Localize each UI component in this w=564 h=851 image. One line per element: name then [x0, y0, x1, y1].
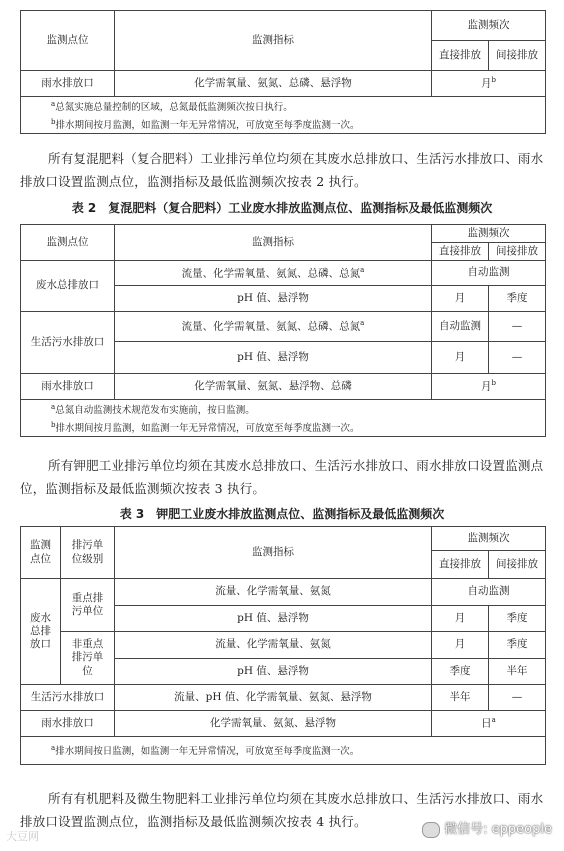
row-point: 雨水排放口: [21, 374, 115, 400]
header-frequency: 监测频次: [432, 527, 546, 551]
row-point: 废水总排放口: [21, 579, 61, 685]
header-point: 监测点位: [21, 11, 115, 71]
row-frequency: 自动监测: [432, 261, 546, 286]
row-level: 重点排污单位: [61, 579, 115, 632]
header-point: 监测点位: [21, 225, 115, 261]
row-frequency: 月$^b$: [432, 374, 546, 400]
row-indicator: pH 值、悬浮物: [115, 286, 432, 312]
row-indicator: 化学需氧量、氨氮、总磷、悬浮物: [115, 71, 432, 97]
row-point: 生活污水排放口: [21, 312, 115, 374]
row-level: 非重点排污单位: [61, 632, 115, 685]
row-indirect: —: [489, 312, 546, 342]
table-note: $^a$总氮实施总量控制的区域，总氮最低监测频次按日执行。 $^b$排水期间按月监测，如监测一年无异常情况，可放宽至每季度监测一次。: [21, 97, 546, 134]
row-indirect: —: [489, 685, 546, 711]
header-indicator: 监测指标: [115, 11, 432, 71]
header-direct: 直接排放: [432, 41, 489, 71]
row-direct: 季度: [432, 659, 489, 685]
row-direct: 月: [432, 286, 489, 312]
row-direct: 自动监测: [432, 312, 489, 342]
header-indirect: 间接排放: [489, 551, 546, 579]
row-point: 雨水排放口: [21, 71, 115, 97]
row-indirect: —: [489, 342, 546, 374]
paragraph-2: 所有钾肥工业排污单位均须在其废水总排放口、生活污水排放口、雨水排放口设置监测点位，监测指标及最低监测频次按表 3 执行。: [20, 458, 544, 496]
table-2-caption: 表 2 复混肥料（复合肥料）工业废水排放监测点位、监测指标及最低监测频次: [71, 201, 493, 215]
watermark-left: 大豆网: [6, 830, 39, 843]
row-indicator: pH 值、悬浮物: [115, 342, 432, 374]
header-direct: 直接排放: [432, 243, 489, 261]
row-direct: 月: [432, 342, 489, 374]
row-direct: 半年: [432, 685, 489, 711]
header-level: 排污单位级别: [61, 527, 115, 579]
row-point: 生活污水排放口: [21, 685, 115, 711]
header-indirect: 间接排放: [489, 41, 546, 71]
wechat-icon: [422, 822, 440, 838]
table-note: $^a$排水期间按日监测，如监测一年无异常情况，可放宽至每季度监测一次。: [21, 737, 546, 765]
row-indicator: 流量、化学需氧量、氨氮、总磷、总氮$^a$: [115, 312, 432, 342]
table-1: [20, 10, 546, 134]
row-indicator: 流量、化学需氧量、氨氮、总磷、总氮$^a$: [115, 261, 432, 286]
header-indicator: 监测指标: [115, 225, 432, 261]
table-2: [20, 224, 546, 437]
row-indirect: 季度: [489, 632, 546, 659]
row-frequency: 自动监测: [432, 579, 546, 606]
row-frequency: 日$^a$: [432, 711, 546, 737]
row-direct: 月: [432, 606, 489, 632]
table-note: $^a$总氮自动监测技术规范发布实施前，按日监测。 $^b$排水期间按月监测，如监测一年无异常情况，可放宽至每季度监测一次。: [21, 400, 546, 437]
row-indicator: pH 值、悬浮物: [115, 606, 432, 632]
row-indirect: 季度: [489, 606, 546, 632]
header-indicator: 监测指标: [115, 527, 432, 579]
row-indicator: pH 值、悬浮物: [115, 659, 432, 685]
paragraph-3: 所有有机肥料及微生物肥料工业排污单位均须在其废水总排放口、生活污水排放口、雨水排放口设置监测点位，监测指标及最低监测频次按表 4 执行。: [20, 791, 544, 829]
table-3-caption: 表 3 钾肥工业废水排放监测点位、监测指标及最低监测频次: [119, 507, 445, 521]
watermark-right-text: 微信号: eppeople: [444, 822, 552, 837]
row-point: 雨水排放口: [21, 711, 115, 737]
row-direct: 月: [432, 632, 489, 659]
header-direct: 直接排放: [432, 551, 489, 579]
header-frequency: 监测频次: [432, 11, 546, 41]
header-frequency: 监测频次: [432, 225, 546, 243]
row-indirect: 季度: [489, 286, 546, 312]
row-indicator: 流量、化学需氧量、氨氮: [115, 579, 432, 606]
row-frequency: 月$^b$: [432, 71, 546, 97]
row-indicator: 流量、化学需氧量、氨氮: [115, 632, 432, 659]
row-point: 废水总排放口: [21, 261, 115, 312]
row-indirect: 半年: [489, 659, 546, 685]
paragraph-1: 所有复混肥料（复合肥料）工业排污单位均须在其废水总排放口、生活污水排放口、雨水排放口设置监测点位，监测指标及最低监测频次按表 2 执行。: [20, 151, 544, 189]
row-indicator: 化学需氧量、氨氮、悬浮物: [115, 711, 432, 737]
header-point: 监测点位: [21, 527, 61, 579]
table-3: [20, 526, 546, 765]
row-indicator: 流量、pH 值、化学需氧量、氨氮、悬浮物: [115, 685, 432, 711]
row-indicator: 化学需氧量、氨氮、悬浮物、总磷: [115, 374, 432, 400]
watermark-right: [422, 818, 552, 838]
header-indirect: 间接排放: [489, 243, 546, 261]
